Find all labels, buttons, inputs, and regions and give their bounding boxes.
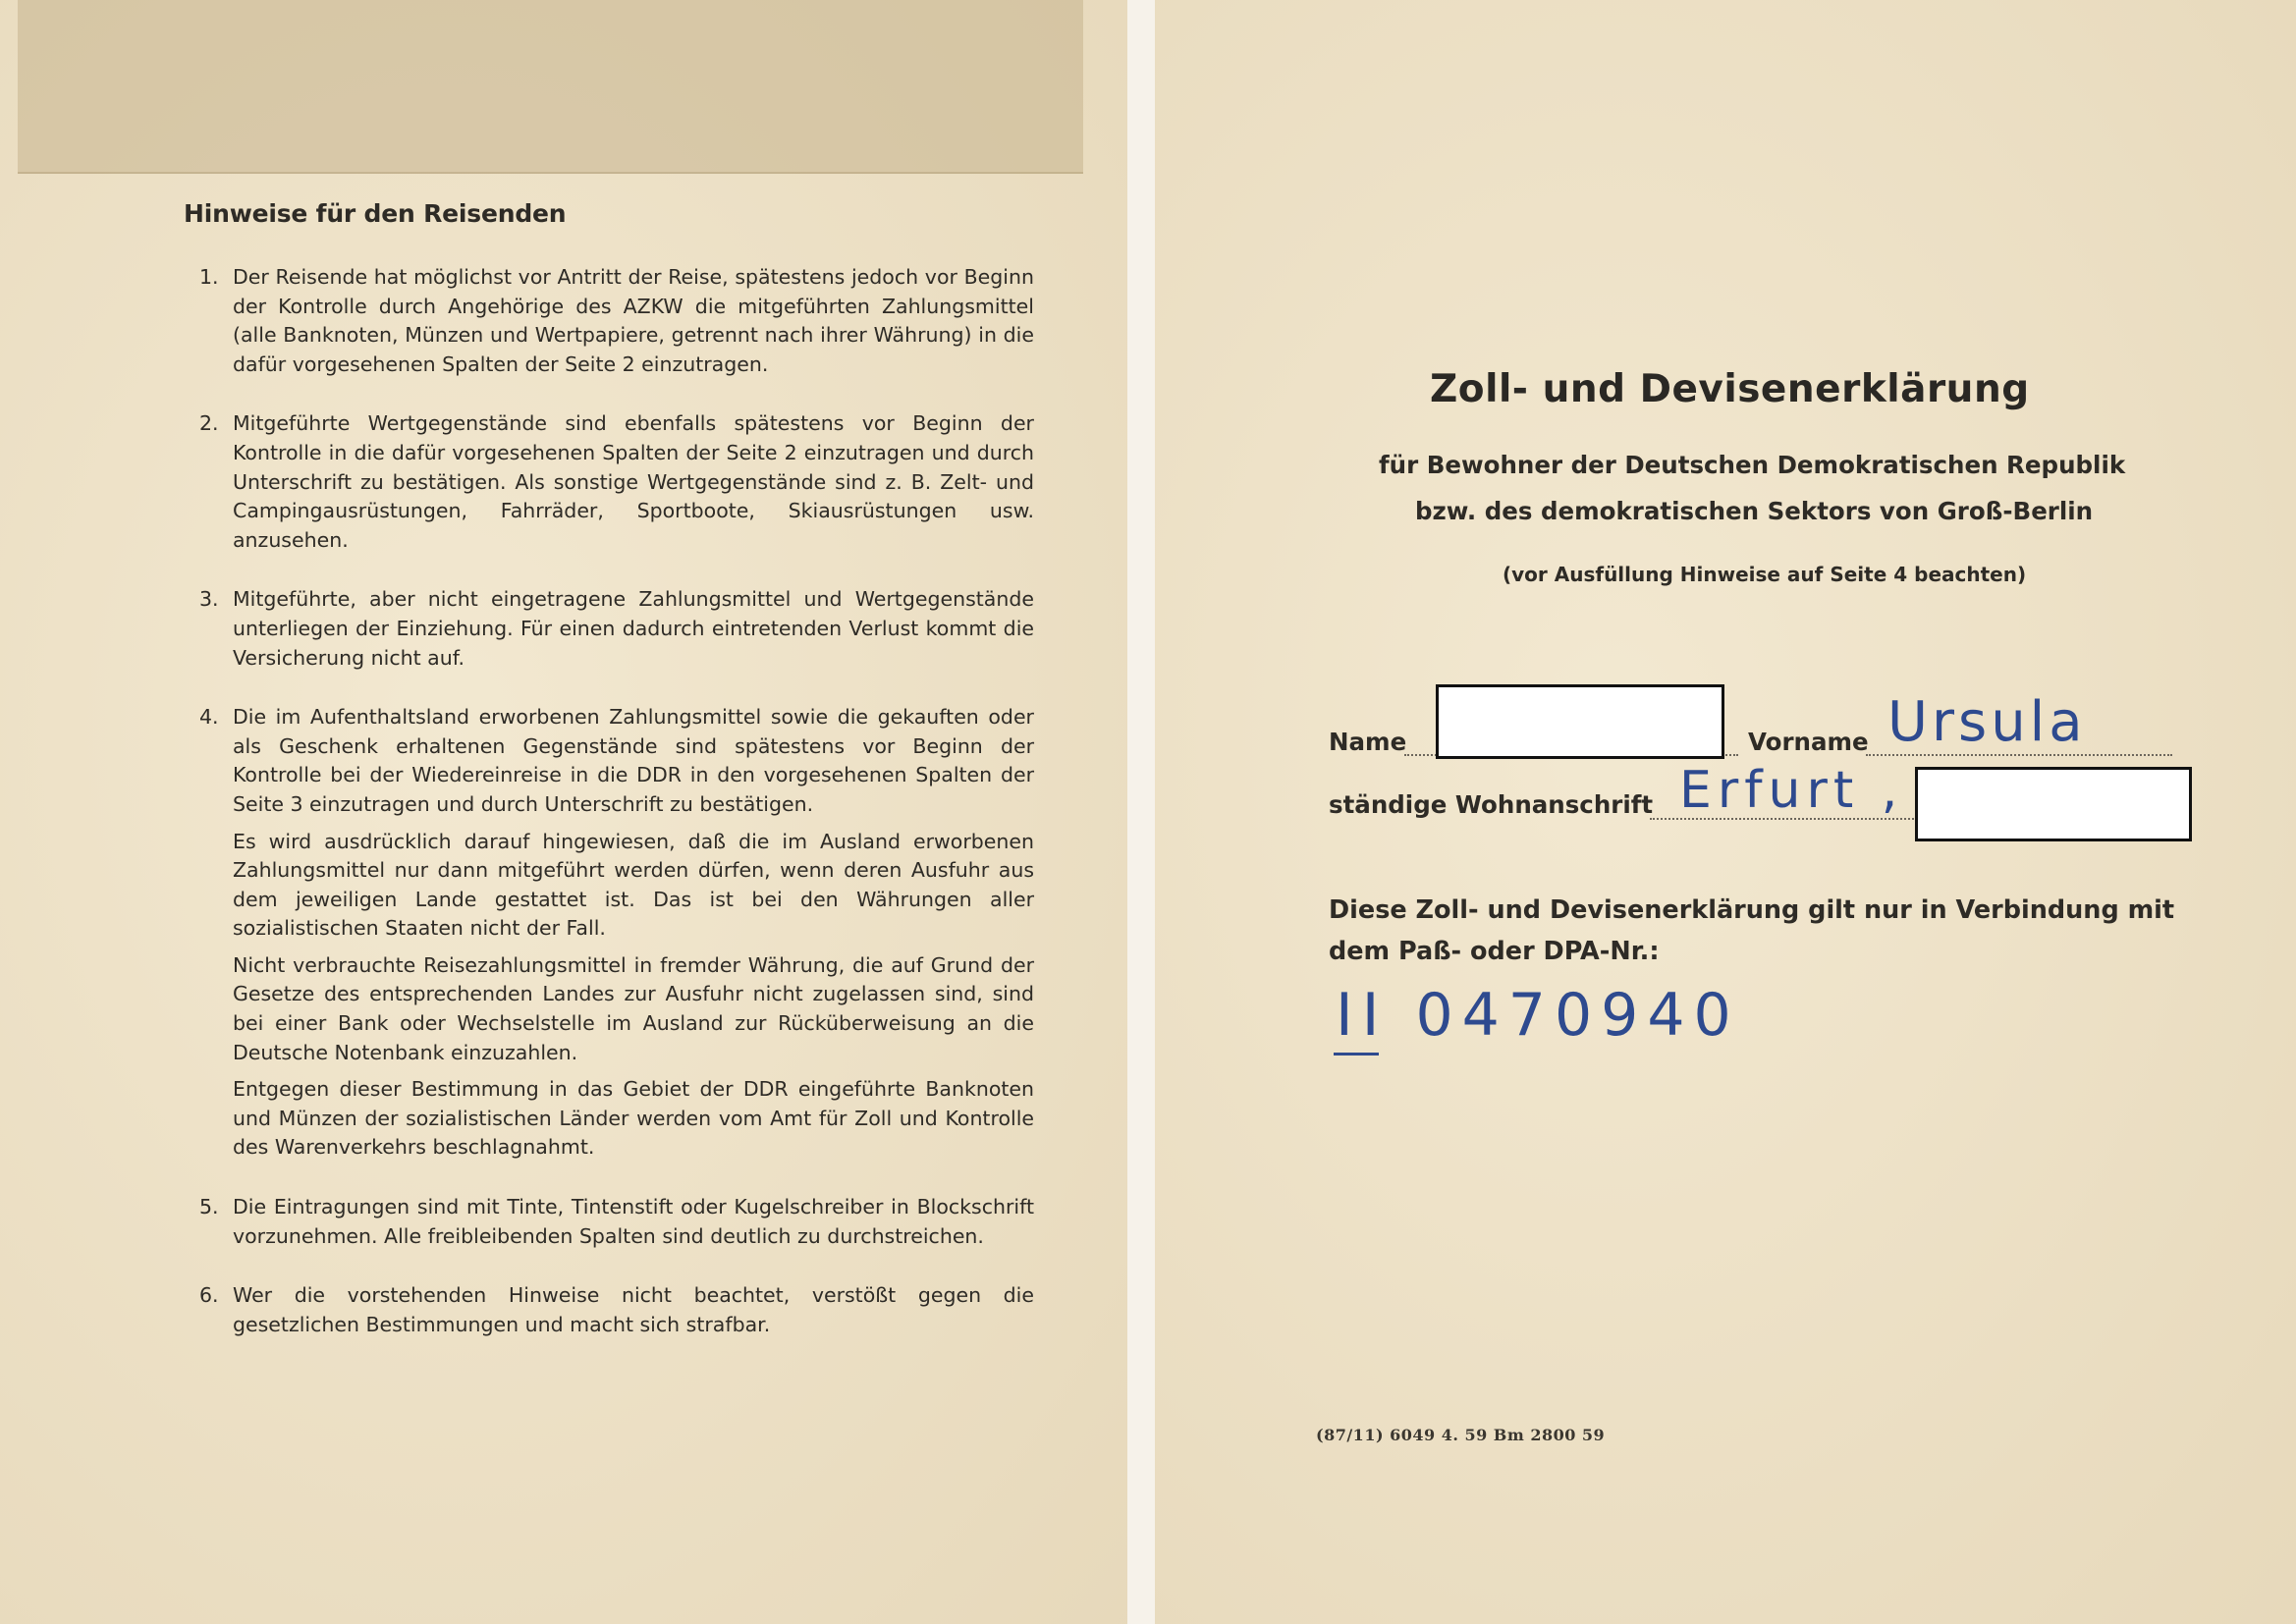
validity-statement: Diese Zoll- und Devisenerklärung gilt nur in Verbindung mit dem Paß- oder DPA-Nr.: [1329, 895, 2175, 966]
instruction-number: 2. [199, 411, 219, 436]
address-handwritten-value: Erfurt , [1679, 761, 1904, 820]
instruction-item [199, 1281, 1034, 1339]
instruction-number: 6. [199, 1283, 219, 1308]
address-redaction-box [1915, 767, 2192, 841]
form-subtitle-line-1: für Bewohner der Deutschen Demokratischen Republik [1379, 451, 2126, 479]
passport-number-handwritten: II 0470940 [1336, 981, 1740, 1050]
adhesive-tape-strip [18, 0, 1083, 174]
instruction-number: 5. [199, 1195, 219, 1219]
vorname-label: Vorname [1748, 728, 1869, 756]
instruction-number: 3. [199, 587, 219, 612]
instruction-paragraph: Nicht verbrauchte Reisezahlungsmittel in fremder Währung, die auf Grund der Gesetze des entsprechenden Landes zur Ausfuhr nicht zugelassen sind, sind bei einer Bank oder Wechselstelle im Ausland zur Rücküberweisung an die Deutsche Notenbank einzuzahlen. [233, 952, 1034, 1064]
instructions-heading: Hinweise für den Reisenden [184, 199, 567, 228]
instruction-item [199, 1193, 1034, 1251]
address-label: ständige Wohnanschrift [1329, 790, 1654, 819]
fill-in-hint: (vor Ausfüllung Hinweise auf Seite 4 beachten) [1503, 563, 2027, 586]
instruction-paragraph: Die im Aufenthaltsland erworbenen Zahlungsmittel sowie die gekauften oder als Geschenk erhaltenen Gegenstände sind spätestens vor Beginn der Kontrolle bei der Wiedereinreise in die DDR in den vorgesehenen Spalten der Seite 3 einzutragen und durch Unterschrift zu bestätigen. [233, 705, 1034, 816]
name-redaction-box [1436, 684, 1724, 759]
instruction-item [199, 585, 1034, 673]
instruction-paragraph: Die Eintragungen sind mit Tinte, Tintenstift oder Kugelschreiber in Blockschrift vorzunehmen. Alle freibleibenden Spalten sind deutlich zu durchstreichen. [233, 1195, 1034, 1248]
instruction-paragraph: Wer die vorstehenden Hinweise nicht beachtet, verstößt gegen die gesetzlichen Bestimmungen und macht sich strafbar. [233, 1283, 1034, 1336]
name-label: Name [1329, 728, 1407, 756]
vorname-handwritten-value: Ursula [1887, 690, 2087, 754]
instruction-item [199, 409, 1034, 555]
left-page [0, 0, 1127, 1624]
instruction-number: 1. [199, 265, 219, 289]
instruction-paragraph: Es wird ausdrücklich darauf hingewiesen, daß die im Ausland erworbenen Zahlungsmittel nur dann mitgeführt werden dürfen, wenn deren Ausfuhr aus dem jeweiligen Lande gestattet ist. Das ist bei den Währungen aller sozialistischen Staaten nicht der Fall. [233, 829, 1034, 941]
vorname-field-line [1866, 754, 2172, 756]
instruction-number: 4. [199, 705, 219, 730]
form-subtitle-line-2: bzw. des demokratischen Sektors von Groß-Berlin [1415, 497, 2094, 525]
passport-number-underline [1334, 1053, 1379, 1056]
instruction-item [199, 703, 1034, 1163]
print-code-footer: (87/11) 6049 4. 59 Bm 2800 59 [1316, 1426, 1606, 1444]
form-title: Zoll- und Devisenerklärung [1430, 367, 2030, 411]
instruction-paragraph: Entgegen dieser Bestimmung in das Gebiet der DDR eingeführte Banknoten und Münzen der sozialistischen Länder werden vom Amt für Zoll und Kontrolle des Warenverkehrs beschlagnahmt. [233, 1077, 1034, 1160]
page-gap [1127, 0, 1155, 1624]
instructions-list [199, 263, 1034, 1370]
instruction-paragraph: Mitgeführte, aber nicht eingetragene Zahlungsmittel und Wertgegenstände unterliegen der Einziehung. Für einen dadurch eintretenden Verlust kommt die Versicherung nicht auf. [233, 587, 1034, 670]
instruction-paragraph: Der Reisende hat möglichst vor Antritt der Reise, spätestens jedoch vor Beginn der Kontrolle durch Angehörige des AZKW die mitgeführten Zahlungsmittel (alle Banknoten, Münzen und Wertpapiere, getrennt nach ihrer Währung) in die dafür vorgesehenen Spalten der Seite 2 einzutragen. [233, 265, 1034, 376]
instruction-item [199, 263, 1034, 379]
instruction-paragraph: Mitgeführte Wertgegenstände sind ebenfalls spätestens vor Beginn der Kontrolle in die dafür vorgesehenen Spalten der Seite 2 einzutragen und durch Unterschrift zu bestätigen. Als sonstige Wertgegenstände sind z. B. Zelt- und Campingausrüstungen, Fahrräder, Sportboote, Skiausrüstungen usw. anzusehen. [233, 411, 1034, 552]
